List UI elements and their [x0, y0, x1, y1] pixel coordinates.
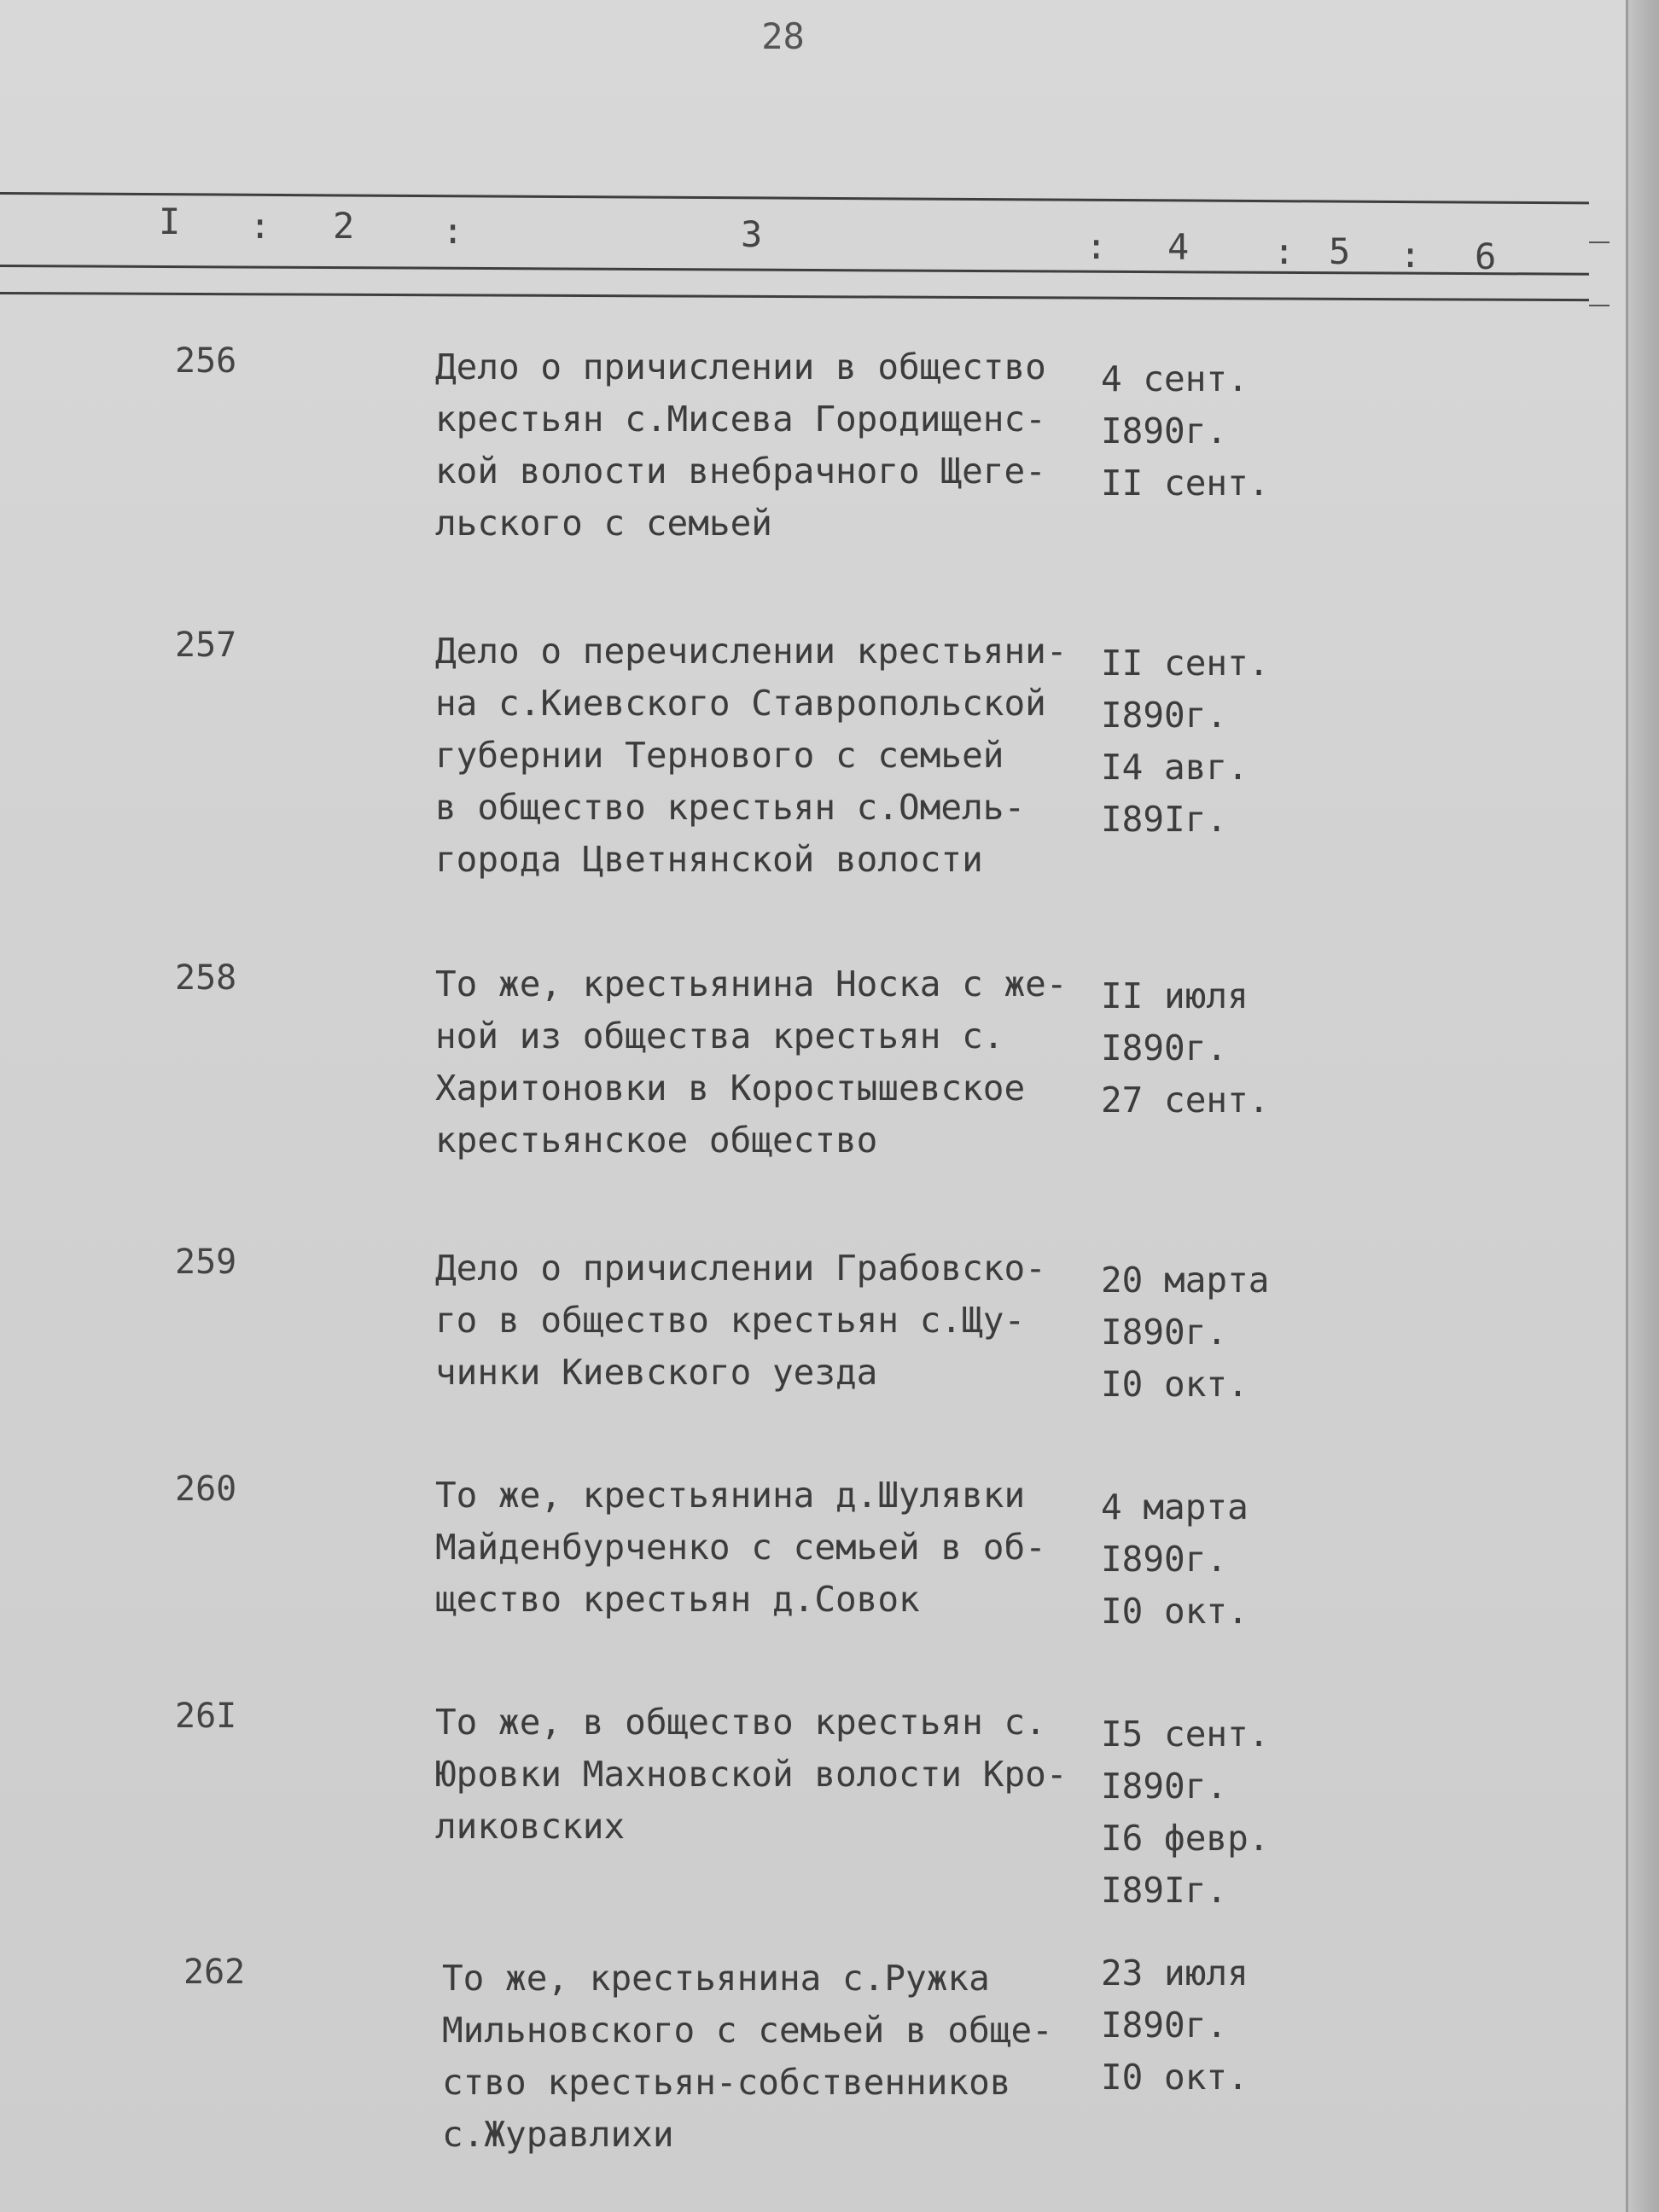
date-line: II сент.	[1101, 643, 1270, 684]
entry-description	[435, 626, 1101, 886]
description-line: кой волости внебрачного Щеге-	[435, 451, 1046, 492]
description-line: Дело о перечислении крестьяни-	[435, 631, 1068, 672]
description-line: крестьянское общество	[435, 1120, 878, 1161]
entry-description	[435, 1243, 1101, 1399]
description-line: с.Журавлихи	[442, 2114, 674, 2155]
entry-description	[435, 958, 1101, 1167]
date-line: I0 окт.	[1101, 1364, 1249, 1405]
column-separator: :	[249, 205, 271, 247]
edge-mark	[1589, 242, 1610, 243]
entry-number: 257	[175, 626, 237, 665]
entry-number: 26I	[175, 1697, 237, 1736]
entry-number: 259	[175, 1243, 237, 1282]
column-header-1: I	[159, 201, 181, 242]
header-bottom-rule	[0, 265, 1589, 276]
edge-mark	[1589, 305, 1610, 306]
entry-dates	[1101, 1254, 1297, 1411]
page-number: 28	[761, 15, 805, 57]
description-line: щество крестьян д.Совок	[435, 1579, 920, 1620]
entry-number: 256	[175, 341, 237, 381]
date-line: I5 сент.	[1101, 1714, 1270, 1755]
description-line: То же, крестьянина Носка с же-	[435, 963, 1068, 1004]
page-edge-shadow	[1626, 0, 1659, 2212]
description-line: на с.Киевского Ставропольской	[435, 683, 1046, 724]
column-header-4: 4	[1167, 226, 1190, 268]
date-line: I89Iг.	[1101, 1870, 1228, 1911]
date-line: I890г.	[1101, 410, 1228, 451]
description-line: То же, в общество крестьян с.	[435, 1702, 1046, 1743]
column-separator: :	[442, 210, 464, 252]
date-line: II сент.	[1101, 463, 1270, 504]
column-separator: :	[1273, 230, 1295, 272]
description-line: губернии Тернового с семьей	[435, 735, 1004, 776]
entry-number: 260	[175, 1470, 237, 1509]
entry-dates	[1101, 637, 1297, 846]
date-line: I0 окт.	[1101, 1591, 1249, 1632]
entry-number: 258	[175, 958, 237, 998]
entry-description	[435, 341, 1101, 550]
description-line: в общество крестьян с.Омель-	[435, 787, 1026, 828]
entry-description	[435, 1470, 1101, 1626]
date-line: I4 авг.	[1101, 747, 1249, 788]
entry-dates	[1101, 353, 1297, 509]
description-line: Юровки Махновской волости Кро-	[435, 1754, 1068, 1795]
entry-description	[435, 1697, 1101, 1853]
date-line: 4 марта	[1101, 1487, 1249, 1528]
description-line: Мильновского с семьей в обще-	[442, 2010, 1053, 2051]
description-line: ликовских	[435, 1806, 626, 1847]
date-line: I890г.	[1101, 1027, 1228, 1068]
entry-dates	[1101, 1708, 1297, 1917]
column-header-6: 6	[1475, 236, 1497, 277]
date-line: I890г.	[1101, 2005, 1228, 2046]
column-separator: :	[1086, 225, 1108, 267]
description-line: чинки Киевского уезда	[435, 1352, 878, 1393]
description-line: ство крестьян-собственников	[442, 2062, 1011, 2103]
column-header-2: 2	[333, 205, 355, 247]
description-line: Дело о причислении Грабовско-	[435, 1248, 1046, 1289]
date-line: 23 июля	[1101, 1953, 1249, 1994]
date-line: I890г.	[1101, 1766, 1228, 1807]
entry-dates	[1101, 1947, 1297, 2104]
description-line: Дело о причислении в общество	[435, 346, 1046, 387]
date-line: II июля	[1101, 975, 1249, 1016]
date-line: 4 сент.	[1101, 358, 1249, 399]
entry-dates	[1101, 970, 1297, 1126]
header-top-rule	[0, 192, 1589, 204]
description-line: Майденбурченко с семьей в об-	[435, 1527, 1046, 1568]
description-line: го в общество крестьян с.Щу-	[435, 1300, 1026, 1341]
description-line: крестьян с.Мисева Городищенс-	[435, 399, 1046, 439]
description-line: льского с семьей	[435, 503, 772, 544]
date-line: I890г.	[1101, 695, 1228, 736]
entry-dates	[1101, 1481, 1297, 1638]
date-line: I89Iг.	[1101, 799, 1228, 840]
description-line: города Цветнянской волости	[435, 839, 983, 880]
date-line: 27 сент.	[1101, 1080, 1270, 1121]
date-line: I890г.	[1101, 1312, 1228, 1353]
column-header-3: 3	[741, 213, 763, 255]
date-line: I6 февр.	[1101, 1818, 1270, 1859]
column-header-5: 5	[1329, 230, 1351, 272]
column-separator: :	[1400, 234, 1422, 276]
description-line: Харитоновки в Коростышевское	[435, 1068, 1026, 1109]
date-line: I890г.	[1101, 1539, 1228, 1580]
date-line: I0 окт.	[1101, 2057, 1249, 2098]
description-line: То же, крестьянина с.Ружка	[442, 1958, 990, 1999]
entry-description	[442, 1953, 1108, 2161]
description-line: То же, крестьянина д.Шулявки	[435, 1475, 1026, 1516]
date-line: 20 марта	[1101, 1260, 1270, 1301]
entry-number: 262	[183, 1953, 246, 1992]
description-line: ной из общества крестьян с.	[435, 1016, 1004, 1057]
header-double-rule	[0, 292, 1589, 301]
